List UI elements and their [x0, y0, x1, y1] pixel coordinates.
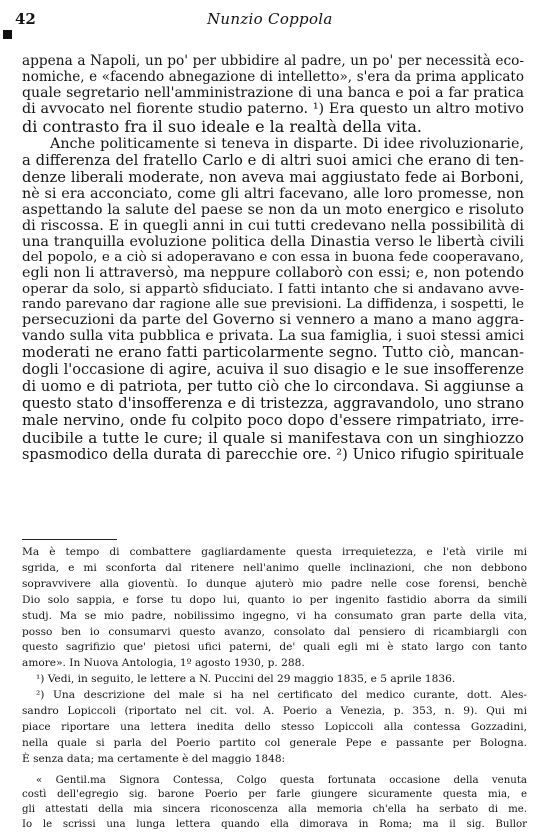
- text-line: questo stato d'insofferenza e di tristezza, aggravandolo, uno strano: [22, 395, 524, 412]
- text-line: operar da solo, si appartò sfiduciato. I fatti intanto che si andavano avve-: [22, 281, 524, 297]
- text-line: nomiche, e «facendo abnegazione di intelletto», s'era da prima applicato: [22, 69, 524, 85]
- text-line: vando sulla vita pubblica e privata. La sua famiglia, i suoi stessi amici: [22, 328, 524, 344]
- text-line: ducibile a tutte le cure; il quale si manifestava con un singhiozzo: [22, 429, 524, 447]
- main-text: [22, 53, 524, 463]
- text-line: moderati ne erano fatti particolarmente segno. Tutto ciò, mancan-: [22, 344, 524, 361]
- text-line: rando parevano dar ragione alle sue previsioni. La diffidenza, i sospetti, le: [22, 297, 524, 312]
- text-line: dogli l'occasione di agire, acuiva il suo disagio e le sue insofferenze: [22, 361, 524, 378]
- quoted-letter: [22, 774, 527, 833]
- footnote-line: Dio solo sappia, e forse tu dopo lui, quanto io per ingenito fastidio aborra da simili: [22, 593, 527, 606]
- text-line: a differenza del fratello Carlo e di altri suoi amici che erano di ten-: [22, 152, 524, 169]
- footnotes: [22, 545, 527, 833]
- text-line: di avvocato nel fiorente studio paterno. ¹) Era questo un altro motivo: [22, 101, 524, 117]
- footnote-line: posso ben io consumarvi questo avanzo, consolato dal pensiero di ricambiargli con: [22, 625, 527, 638]
- footnote-1: ¹) Vedi, in seguito, le lettere a N. Puccini del 29 maggio 1835, e 5 aprile 1836.: [36, 673, 456, 686]
- letter-line: Io le scrissi una lunga lettera quando ella dimorava in Roma; ma il sig. Bullor: [22, 819, 527, 831]
- text-line: persecuzioni da parte del Governo si vennero a mano a mano aggra-: [22, 312, 524, 328]
- footnote-line: È senza data; ma certamente è del maggio 1848:: [22, 752, 286, 765]
- text-line: di contrasto fra il suo ideale e la realtà della vita.: [22, 117, 423, 136]
- footnote-line: sandro Lopiccoli (riportato nel cit. vol. A. Poerio a Venezia, p. 353, n. 9). Qui mi: [22, 705, 527, 718]
- letter-line: « Gentil.ma Signora Contessa, Colgo questa fortunata occasione della venuta: [36, 774, 527, 786]
- running-title: Nunzio Coppola: [207, 10, 333, 28]
- footnote-line: questo sagrifizio que' pietosi ufici paterni, de' quali egli mi è stato largo con tanto: [22, 641, 527, 654]
- corner-mark: [3, 30, 12, 39]
- text-line: una tranquilla evoluzione politica della Dinastia verso le libertà civili: [22, 234, 524, 250]
- footnote-line: Ma è tempo di combattere gagliardamente questa irrequietezza, e l'età virile mi: [22, 546, 527, 558]
- text-line: quale segretario nell'amministrazione di una banca e poi a far pratica: [22, 85, 524, 101]
- footnote-line: studj. Ma se mio padre, nobilissimo ingegno, vi ha consumato gran parte della vita,: [22, 609, 527, 622]
- text-line: Anche politicamente si teneva in disparte. Di idee rivoluzionarie,: [50, 136, 524, 152]
- page-number: 42: [15, 10, 36, 28]
- letter-line: gli attestati della mia sincera riconoscenza alla memoria ch'ella ha serbato di me.: [22, 804, 527, 816]
- text-line: nè si era acconciato, come gli altri facevano, alle loro promesse, non: [22, 186, 524, 202]
- text-line: denze liberali moderate, non aveva mai aggiustato fede ai Borboni,: [22, 169, 524, 186]
- text-line: egli non li attraversò, ma neppure collaborò con essi; e, non potendo: [22, 265, 524, 281]
- footnote-rule: [22, 539, 117, 540]
- footnote-line: sopravvivere alla gioventù. Io dunque ajuterò mio padre nelle cose forensi, benchè: [22, 577, 527, 590]
- text-line: aspettando la salute del paese se non da un moto energico e risoluto: [22, 202, 524, 218]
- footnote-2: ²) Una descrizione del male si ha nel certificato del medico curante, dott. Ales-: [36, 689, 527, 702]
- footnote-line: piace riportare una lettera inedita dello stesso Lopiccoli alla contessa Gozzadini,: [22, 720, 527, 733]
- text-line: di uomo e di patriota, per tutto ciò che lo circondava. Si aggiunse a: [22, 378, 524, 395]
- text-line: di riscossa. E in quegli anni in cui tutti credevano nella possibilità di: [22, 218, 524, 234]
- text-line: del popolo, e a ciò si adoperavano e con essa in buona fede cooperavano,: [22, 250, 524, 265]
- footnote-line: sgrida, e mi sconforta dal ritenere nell'animo quelle inclinazioni, che non debbono: [22, 561, 527, 574]
- page-header: [0, 8, 550, 34]
- text-line: spasmodico della durata di parecchie ore. ²) Unico rifugio spirituale: [22, 447, 524, 463]
- text-line: male nervino, onde fu colpito poco dopo d'essere rimpatriato, irre-: [22, 412, 524, 429]
- text-line: appena a Napoli, un po' per ubbidire al padre, un po' per necessità eco-: [22, 53, 524, 69]
- footnote-line: amore». In Nuova Antologia, 1º agosto 1930, p. 288.: [22, 657, 305, 670]
- footnote-line: nella quale si parla del Poerio partito col generale Pepe e passante per Bologna.: [22, 736, 527, 749]
- letter-line: costì dell'egregio sig. barone Poerio per farle giungere sicuramente questa mia, e: [22, 789, 527, 801]
